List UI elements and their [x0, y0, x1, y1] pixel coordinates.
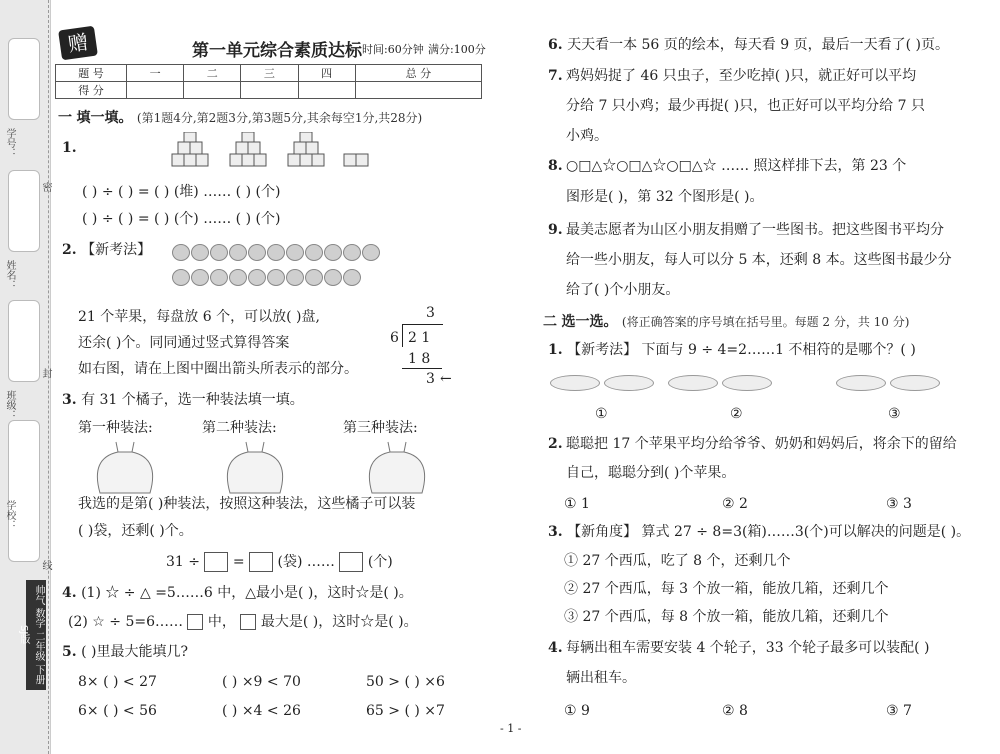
school-box[interactable]	[8, 420, 40, 562]
eq-part: =	[232, 554, 245, 570]
student-id-label: 学号：	[4, 128, 15, 158]
question-tag: 【新考法】	[567, 342, 638, 358]
question-number: 1.	[62, 140, 77, 156]
option[interactable]: ①	[595, 406, 608, 422]
cut-line	[48, 0, 49, 754]
q7-line-2: 分给 7 只小鸡；最少再捉( )只，也正好可以平均分给 7 只	[566, 98, 925, 114]
method-3-label: 第三种装法:	[343, 420, 418, 436]
q5-item: 6× ( ) < 56	[78, 703, 157, 719]
class-label: 班级：	[4, 390, 15, 420]
division-remainder: 3	[426, 371, 435, 387]
option[interactable]: ③ 7	[886, 703, 912, 719]
apples-image	[172, 244, 392, 290]
q4-text-b: 中，	[207, 614, 236, 630]
page-title: 第一单元综合素质达标	[192, 41, 362, 61]
full-score: 满分:100分	[428, 43, 486, 56]
question-number: 9.	[548, 222, 563, 238]
question-number: 4.	[548, 640, 563, 656]
score-header-cell: 二	[184, 65, 241, 82]
section-1-heading	[58, 108, 422, 128]
q7-line-1: 鸡妈妈捉了 46 只虫子，至少吃掉( )只，就正好可以平均	[566, 68, 917, 84]
q8-line-2: 图形是( )，第 32 个图形是( )。	[566, 189, 764, 205]
answer-box[interactable]	[187, 614, 203, 630]
question-number: 5.	[62, 644, 77, 660]
q2-text-3: 如右图，请在上图中圈出箭头所表示的部分。	[78, 361, 358, 377]
option[interactable]: ① 9	[564, 703, 590, 719]
cube-stacks-image	[168, 132, 383, 178]
division-product: 1 8	[408, 351, 431, 367]
section-2-heading	[543, 312, 909, 332]
question-number: 1.	[548, 342, 563, 358]
q5-text: ( )里最大能填几?	[81, 644, 188, 660]
c3-text: 算式 27 ÷ 8=3(箱)……3(个)可以解决的问题是( )。	[641, 524, 971, 540]
q2-heading	[62, 240, 151, 260]
question-tag: 【新考法】	[81, 242, 152, 258]
c2-line-2: 自己，聪聪分到( )个苹果。	[566, 465, 736, 481]
q9-line-1: 最美志愿者为山区小朋友捐赠了一些图书。把这些图书平均分	[566, 222, 944, 238]
q5-item: 50 > ( ) ×6	[366, 674, 445, 690]
score-cell[interactable]	[355, 82, 481, 99]
division-quotient: 3	[426, 305, 435, 321]
q4-line-1	[62, 583, 413, 603]
cut-mark-1: 密	[40, 182, 51, 192]
question-number: 3.	[548, 524, 563, 540]
question-number: 6.	[548, 37, 563, 53]
q5-item: ( ) ×4 < 26	[222, 703, 301, 719]
score-cell[interactable]	[241, 82, 298, 99]
option[interactable]: ②	[730, 406, 743, 422]
cut-mark-3: 线	[40, 560, 51, 570]
c3	[548, 522, 970, 542]
option[interactable]: ① 27 个西瓜，吃了 8 个，还剩几个	[564, 553, 791, 569]
division-divisor: 6	[390, 330, 399, 346]
gift-badge: 赠	[58, 26, 98, 61]
c1	[548, 340, 916, 360]
method-1-label: 第一种装法:	[78, 420, 153, 436]
class-box[interactable]	[8, 300, 40, 382]
q2-text-1: 21 个苹果，每盘放 6 个，可以放( )盘,	[78, 309, 320, 325]
section-number: 二	[543, 314, 557, 330]
score-cell[interactable]	[127, 82, 184, 99]
question-number: 2.	[548, 436, 563, 452]
brand-label: 帅气 数学 二年级 下册 SJ版	[26, 580, 46, 690]
question-number: 3.	[62, 392, 77, 408]
option[interactable]: ③ 27 个西瓜，每 8 个放一箱，能放几箱，还剩几个	[564, 609, 889, 625]
question-number: 7.	[548, 68, 563, 84]
eq-part: (袋) ……	[277, 554, 335, 570]
c1-text: 下面与 9 ÷ 4=2……1 不相符的是哪个？( )	[641, 342, 916, 358]
q4-line-2	[68, 612, 418, 632]
plates-option-3	[836, 375, 940, 395]
q5-item: 8× ( ) < 27	[78, 674, 157, 690]
plates-option-2	[668, 375, 772, 395]
eq-part: (个)	[367, 554, 393, 570]
q5-heading	[62, 642, 188, 662]
q3-text: 有 31 个橘子，选一种装法填一填。	[81, 392, 304, 408]
q4-text-c: 最大是( )，这时☆是( )。	[260, 614, 418, 630]
q5-item: 65 > ( ) ×7	[366, 703, 445, 719]
score-header-cell: 题 号	[56, 65, 127, 82]
eq-part: 31 ÷	[166, 554, 200, 570]
time-limit: 时间:60分钟	[362, 43, 424, 56]
c4-line-1: 每辆出租车需要安装 4 个轮子，33 个轮子最多可以装配( )	[566, 640, 930, 656]
page-number: - 1 -	[500, 722, 522, 735]
q6-text: 天天看一本 56 页的绘本，每天看 9 页，最后一天看了( )页。	[567, 37, 949, 53]
option[interactable]: ② 8	[722, 703, 748, 719]
question-number: 4.	[62, 585, 77, 601]
option[interactable]: ② 27 个西瓜，每 3 个放一箱，能放几箱，还剩几个	[564, 581, 889, 597]
section-note: (将正确答案的序号填在括号里。每题 2 分，共 10 分)	[621, 315, 910, 329]
q4-text: (1) ☆ ÷ △ =5……6 中，△最小是( )，这时☆是( )。	[81, 585, 413, 601]
division-dividend: 2 1	[408, 330, 431, 346]
q6	[548, 35, 949, 55]
arrow-icon: ←	[440, 371, 452, 387]
q1-line-2: ( ) ÷ ( ) = ( ) (个) …… ( ) (个)	[82, 211, 281, 227]
plates-option-1	[550, 375, 654, 395]
q5-item: ( ) ×9 < 70	[222, 674, 301, 690]
score-cell[interactable]	[184, 82, 241, 99]
score-header-cell: 一	[127, 65, 184, 82]
section-title: 选一选。	[561, 314, 618, 330]
q3-equation	[166, 552, 393, 572]
student-id-box[interactable]	[8, 38, 40, 120]
option[interactable]: ① 1	[564, 496, 590, 512]
method-2-label: 第二种装法:	[202, 420, 277, 436]
school-label: 学校：	[4, 500, 15, 530]
section-number: 一	[58, 110, 72, 126]
cut-mark-2: 封	[40, 368, 51, 378]
answer-box[interactable]	[249, 552, 273, 572]
score-cell[interactable]	[298, 82, 355, 99]
answer-box[interactable]	[240, 614, 256, 630]
section-title: 填一填。	[76, 110, 133, 126]
score-header-cell: 三	[241, 65, 298, 82]
q9-line-2: 给一些小朋友，每人可以分 5 本，还剩 8 本。这些图书最少分	[566, 252, 952, 268]
option[interactable]: ③	[888, 406, 901, 422]
option[interactable]: ② 2	[722, 496, 748, 512]
binding-strip	[0, 0, 51, 754]
q9-line-3: 给了( )个小朋友。	[566, 282, 680, 298]
score-header-cell: 四	[298, 65, 355, 82]
answer-box[interactable]	[204, 552, 228, 572]
answer-box[interactable]	[339, 552, 363, 572]
question-tag: 【新角度】	[567, 524, 638, 540]
score-header-cell: 总 分	[355, 65, 481, 82]
c4-line-2: 辆出租车。	[566, 670, 636, 686]
q7-line-3: 小鸡。	[566, 128, 608, 144]
score-row-label: 得 分	[56, 82, 127, 99]
orange-bags-image	[90, 438, 470, 498]
q3-line-2: ( )袋，还剩( )个。	[78, 523, 193, 539]
score-table	[55, 64, 482, 99]
q3-line-1: 我选的是第( )种装法，按照这种装法，这些橘子可以装	[78, 496, 416, 512]
name-box[interactable]	[8, 170, 40, 252]
section-note: (第1题4分,第2题3分,第3题5分,其余每空1分,共28分)	[136, 111, 423, 125]
c2-line-1: 聪聪把 17 个苹果平均分给爷爷、奶奶和妈妈后，将余下的留给	[566, 436, 957, 452]
division-line	[402, 368, 442, 369]
question-number: 8.	[548, 158, 563, 174]
q2-text-2: 还余( )个。同同通过竖式算得答案	[78, 335, 290, 351]
option[interactable]: ③ 3	[886, 496, 912, 512]
name-label: 姓名：	[4, 260, 15, 290]
q1-line-1: ( ) ÷ ( ) = ( ) (堆) …… ( ) (个)	[82, 184, 281, 200]
q4-text-a: (2) ☆ ÷ 5=6……	[68, 614, 184, 630]
q8-line-1: ○□△☆○□△☆○□△☆ …… 照这样排下去，第 23 个	[566, 158, 907, 174]
question-number: 2.	[62, 242, 77, 258]
q3-heading	[62, 390, 304, 410]
